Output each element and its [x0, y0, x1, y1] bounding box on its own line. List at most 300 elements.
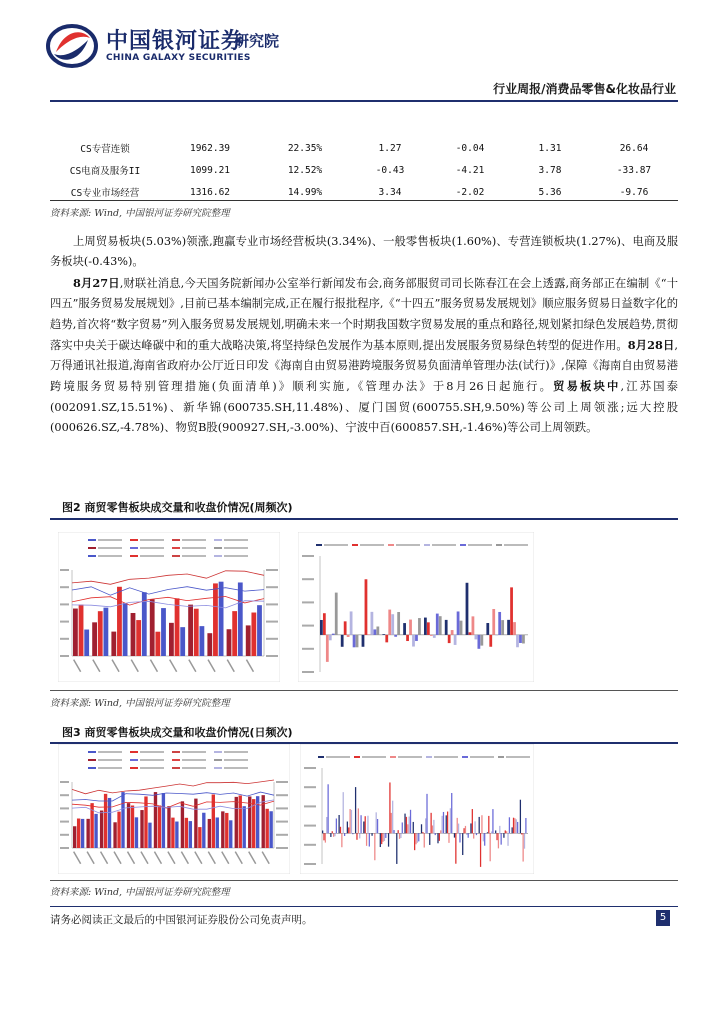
- change-bar: [522, 635, 525, 644]
- table-cell: 1.31: [538, 142, 562, 154]
- change-bar: [388, 833, 389, 846]
- change-bar: [492, 809, 493, 833]
- change-bar: [350, 611, 353, 634]
- volume-bar: [227, 629, 232, 656]
- legend-label: [140, 539, 164, 541]
- change-bar: [417, 833, 418, 843]
- legend-label: [324, 544, 348, 546]
- change-bar: [427, 622, 430, 635]
- change-bar: [392, 801, 393, 834]
- volume-bar: [117, 587, 122, 656]
- change-bar: [362, 635, 365, 647]
- change-bar: [484, 833, 485, 845]
- volume-bar: [98, 611, 103, 656]
- volume-bar: [167, 806, 170, 848]
- change-bar: [454, 635, 457, 645]
- change-bar: [398, 830, 399, 833]
- volume-bar: [175, 598, 180, 656]
- change-bar: [524, 833, 525, 848]
- change-bar: [465, 826, 466, 833]
- change-bar: [421, 824, 422, 833]
- legend-label: [98, 547, 122, 549]
- volume-bar: [140, 810, 143, 848]
- change-bar: [352, 833, 353, 834]
- volume-bar: [235, 797, 238, 848]
- legend-label: [504, 544, 528, 546]
- legend-swatch: [214, 547, 222, 549]
- volume-bar: [108, 798, 111, 848]
- legend-swatch: [390, 756, 396, 758]
- change-bar: [468, 833, 469, 837]
- change-bar: [499, 826, 500, 833]
- change-bar: [341, 833, 342, 847]
- volume-bar: [127, 803, 130, 848]
- volume-bar: [216, 817, 219, 848]
- change-bar: [418, 833, 419, 841]
- change-bar: [409, 817, 410, 834]
- legend-swatch: [130, 547, 138, 549]
- legend-label: [98, 759, 122, 761]
- y-tick-label: [276, 821, 288, 823]
- legend-swatch: [130, 759, 138, 761]
- y-tick-label: [276, 834, 288, 836]
- change-bar: [480, 833, 481, 867]
- legend-swatch: [172, 759, 180, 761]
- legend-label: [140, 767, 164, 769]
- legend-swatch: [496, 544, 502, 546]
- legend-label: [182, 767, 206, 769]
- legend-label: [224, 751, 248, 753]
- y-tick-label: [60, 621, 69, 623]
- change-bar: [382, 634, 385, 635]
- volume-bar: [155, 632, 160, 656]
- change-bar: [403, 623, 406, 635]
- change-bar: [332, 634, 335, 635]
- change-bar: [480, 635, 483, 646]
- change-bar: [455, 833, 456, 863]
- change-bar: [382, 833, 383, 842]
- change-bar: [463, 828, 464, 833]
- change-bar: [338, 815, 339, 833]
- change-bar: [425, 818, 426, 833]
- volume-bar: [169, 623, 174, 656]
- change-bar: [322, 831, 323, 834]
- change-bar: [356, 635, 359, 647]
- change-bar: [385, 833, 386, 838]
- volume-bar: [213, 583, 218, 656]
- change-bar: [516, 635, 519, 647]
- volume-bar: [175, 822, 178, 848]
- y-tick-label: [266, 638, 278, 640]
- volume-bar: [79, 605, 84, 656]
- fig3-bottom-line: [50, 880, 678, 881]
- change-bar: [348, 827, 349, 833]
- change-bar: [483, 833, 484, 841]
- change-bar: [389, 782, 390, 833]
- trade-sector-label: 贸易板块中: [553, 379, 621, 394]
- change-bar: [380, 833, 381, 847]
- volume-bar: [144, 796, 147, 848]
- y-tick-label: [302, 578, 314, 580]
- change-bar: [409, 620, 412, 635]
- volume-bar: [251, 613, 256, 656]
- change-bar: [356, 833, 357, 840]
- legend-label: [182, 547, 206, 549]
- y-tick-label: [60, 781, 69, 783]
- volume-bar: [257, 605, 262, 656]
- change-bar: [327, 784, 328, 833]
- change-bar: [325, 833, 326, 842]
- change-bar: [476, 833, 477, 835]
- legend-label: [182, 555, 206, 557]
- table-cell: 1099.21: [189, 164, 231, 176]
- change-bar: [404, 814, 405, 834]
- change-bar: [473, 833, 474, 838]
- change-bar: [400, 833, 401, 838]
- change-bar: [394, 635, 397, 637]
- volume-bar: [117, 812, 120, 848]
- change-bar: [446, 815, 447, 833]
- change-bar: [391, 614, 394, 635]
- change-bar: [406, 817, 407, 833]
- change-bar: [329, 635, 332, 640]
- volume-bar: [73, 609, 78, 656]
- volume-bar: [84, 630, 89, 656]
- change-bar: [439, 616, 442, 635]
- volume-bar: [131, 806, 134, 848]
- y-tick-label: [276, 794, 288, 796]
- volume-bar: [123, 603, 128, 656]
- change-bar: [407, 824, 408, 833]
- volume-bar: [81, 819, 84, 848]
- legend-swatch: [352, 544, 358, 546]
- y-tick-label: [60, 655, 69, 657]
- volume-bar: [189, 821, 192, 848]
- change-bar: [495, 635, 498, 636]
- change-bar: [472, 616, 475, 635]
- volume-bar: [262, 795, 265, 848]
- legend-swatch: [88, 539, 96, 541]
- legend-label: [432, 544, 456, 546]
- volume-bar: [77, 819, 80, 848]
- change-bar: [376, 812, 377, 833]
- y-tick-label: [302, 671, 314, 673]
- report-title: 行业周报/消费品零售&化妆品行业: [493, 82, 676, 96]
- legend-swatch: [316, 544, 322, 546]
- volume-bar: [202, 813, 205, 848]
- change-bar: [368, 634, 371, 635]
- y-tick-label: [276, 847, 288, 849]
- y-tick-label: [266, 621, 278, 623]
- change-bar: [376, 626, 379, 634]
- y-tick-label: [266, 569, 278, 571]
- y-tick-label: [60, 638, 69, 640]
- table-cell: -33.87: [616, 164, 652, 176]
- table-cell: 3.34: [378, 186, 402, 198]
- chart-frame: [298, 532, 534, 682]
- change-bar: [353, 635, 356, 647]
- company-logo: [46, 22, 346, 74]
- change-bar: [474, 821, 475, 833]
- table-row-label: CS电商及服务II: [69, 166, 141, 177]
- volume-bar: [207, 633, 212, 656]
- change-bar: [451, 793, 452, 833]
- paragraph-2: [50, 273, 678, 438]
- legend-swatch: [498, 756, 504, 758]
- volume-bar: [252, 799, 255, 848]
- change-bar: [358, 808, 359, 833]
- change-bar: [460, 621, 463, 635]
- table-cell: 3.78: [538, 164, 562, 176]
- fig2-left-chart: [58, 532, 280, 682]
- volume-bar: [239, 795, 242, 848]
- legend-swatch: [354, 756, 360, 758]
- legend-swatch: [88, 555, 96, 557]
- header-divider: [50, 100, 678, 102]
- change-bar: [443, 812, 444, 833]
- volume-bar: [199, 626, 204, 656]
- legend-swatch: [214, 767, 222, 769]
- logo-english-name: CHINA GALAXY SECURITIES: [106, 53, 251, 63]
- table-cell: 1962.39: [189, 142, 231, 154]
- volume-bar: [185, 818, 188, 848]
- y-tick-label: [304, 786, 316, 788]
- volume-bar: [171, 818, 174, 848]
- change-bar: [457, 818, 458, 833]
- change-bar: [371, 833, 372, 835]
- legend-label: [326, 756, 350, 758]
- volume-bar: [229, 820, 232, 848]
- legend-swatch: [424, 544, 430, 546]
- change-bar: [501, 620, 504, 635]
- change-bar: [466, 583, 469, 635]
- volume-bar: [180, 627, 185, 656]
- legend-swatch: [388, 544, 394, 546]
- table-row: [50, 159, 678, 181]
- change-bar: [441, 816, 442, 833]
- galaxy-logo-icon: [46, 22, 98, 70]
- paragraph-2-text-b: ,万得通讯社报道,海南省政府办公厅近日印发《海南自由贸易港跨境服务贸易负面清单管理办法(试行)》,保障《海南自由贸易港跨境服务贸易特别管理措施(负面清单)》顺利实施,《管理办法》于8月26日起施行。: [50, 338, 678, 394]
- volume-bar: [208, 819, 211, 848]
- legend-label: [182, 759, 206, 761]
- y-tick-label: [304, 805, 316, 807]
- table-cell: -4.21: [455, 164, 485, 176]
- y-tick-label: [60, 834, 69, 836]
- volume-bar: [103, 608, 108, 656]
- volume-bar: [188, 605, 193, 656]
- volume-bar: [248, 796, 251, 848]
- page-number: 5: [656, 910, 670, 926]
- volume-bar: [92, 622, 97, 656]
- change-bar: [509, 817, 510, 833]
- y-tick-label: [266, 655, 278, 657]
- legend-label: [398, 756, 422, 758]
- volume-bar: [161, 608, 166, 656]
- change-bar: [466, 833, 467, 835]
- y-tick-label: [302, 555, 314, 557]
- change-bar: [458, 824, 459, 834]
- y-tick-label: [304, 844, 316, 846]
- legend-label: [224, 767, 248, 769]
- legend-label: [468, 544, 492, 546]
- change-bar: [510, 587, 513, 635]
- change-bar: [496, 833, 497, 840]
- legend-swatch: [214, 539, 222, 541]
- table-cell: 22.35%: [287, 142, 323, 154]
- change-bar: [360, 815, 361, 833]
- fig3-source: 资料来源: Wind, 中国银河证券研究院整理: [50, 887, 230, 898]
- fig2-right-chart: [298, 532, 534, 682]
- change-bar: [477, 635, 480, 649]
- legend-swatch: [172, 767, 180, 769]
- change-bar: [470, 823, 471, 833]
- y-tick-label: [302, 625, 314, 627]
- change-bar: [516, 819, 517, 833]
- legend-swatch: [130, 539, 138, 541]
- volume-bar: [148, 823, 151, 848]
- legend-label: [360, 544, 384, 546]
- change-bar: [335, 593, 338, 635]
- table-cell: 12.52%: [287, 164, 323, 176]
- y-tick-label: [60, 603, 69, 605]
- change-bar: [501, 833, 502, 844]
- paragraph-1: [50, 232, 678, 273]
- legend-label: [140, 555, 164, 557]
- change-bar: [320, 620, 323, 635]
- change-bar: [367, 816, 368, 834]
- change-bar: [415, 833, 416, 844]
- legend-label: [140, 547, 164, 549]
- change-bar: [448, 833, 449, 843]
- change-bar: [498, 612, 501, 635]
- legend-swatch: [214, 751, 222, 753]
- change-bar: [507, 620, 510, 635]
- change-bar: [487, 832, 488, 833]
- change-bar: [326, 635, 329, 662]
- legend-swatch: [130, 555, 138, 557]
- change-bar: [507, 833, 508, 846]
- change-bar: [517, 822, 518, 833]
- change-bar: [399, 833, 400, 839]
- y-tick-label: [304, 863, 316, 865]
- change-bar: [371, 612, 374, 635]
- change-bar: [451, 630, 454, 635]
- legend-label: [140, 759, 164, 761]
- paragraph-2-text-c: ,江苏国泰(002091.SZ,15.51%)、新华锦(600735.SH,11.48%)、厦门国贸(600755.SH,9.50%)等公司上周领涨;远大控股(000626.SZ,-4.78%)、物贸B股(900927.SH,-3.00%)、宁波中百(600857.SH,-1.46%)等公司上周领跌。: [50, 380, 678, 435]
- change-bar: [344, 833, 345, 836]
- y-tick-label: [304, 767, 316, 769]
- change-bar: [347, 635, 350, 637]
- table-cell: -2.02: [455, 186, 485, 198]
- change-bar: [439, 833, 440, 841]
- volume-bar: [269, 811, 272, 848]
- legend-swatch: [462, 756, 468, 758]
- legend-swatch: [318, 756, 324, 758]
- legend-swatch: [426, 756, 432, 758]
- change-bar: [450, 808, 451, 833]
- change-bar: [525, 818, 526, 833]
- change-bar: [422, 832, 423, 833]
- paragraph-2-text-a: ,财联社消息,今天国务院新闻办公室举行新闻发布会,商务部服贸司司长陈春江在会上透露,商务部正在编制《“十四五”服务贸易发展规划》,目前已基本编制完成,正在履行报批程序,《“十四五”服务贸易发展规划》顺应服务贸易日益数字化的趋势,首次将“数字贸易”列入服务贸易发展规划,明确未来一个时期我国数字贸易发展的重点和路径,规划紧扣绿色发展趋势,贯彻落实中央关于碳达峰碳中和的重大战略决策,将坚持绿色发展作为基本原则,提出发展服务贸易绿色转型的促进作用。: [50, 277, 678, 352]
- volume-bar: [225, 813, 228, 848]
- change-bar: [448, 635, 451, 643]
- legend-swatch: [130, 767, 138, 769]
- legend-label: [224, 547, 248, 549]
- legend-label: [98, 539, 122, 541]
- date-aug-28: 8月28日: [627, 337, 675, 352]
- y-tick-label: [302, 601, 314, 603]
- change-bar: [437, 833, 438, 843]
- change-bar: [414, 833, 415, 850]
- legend-swatch: [172, 751, 180, 753]
- volume-bar: [246, 625, 251, 656]
- change-bar: [429, 833, 430, 845]
- volume-bar: [219, 582, 224, 656]
- change-bar: [513, 818, 514, 834]
- change-bar: [498, 833, 499, 848]
- y-tick-label: [276, 781, 288, 783]
- legend-swatch: [88, 751, 96, 753]
- change-bar: [440, 830, 441, 833]
- footer-divider: [50, 906, 678, 907]
- table-cell: -0.04: [455, 142, 485, 154]
- volume-bar: [198, 827, 201, 848]
- legend-label: [182, 751, 206, 753]
- volume-bar: [131, 613, 136, 656]
- y-tick-label: [60, 807, 69, 809]
- change-bar: [490, 833, 491, 861]
- legend-swatch: [172, 547, 180, 549]
- change-bar: [523, 833, 524, 861]
- sector-table: [50, 137, 678, 203]
- volume-bar: [162, 793, 165, 848]
- fig3-left-chart: [58, 744, 290, 874]
- change-bar: [410, 810, 411, 833]
- volume-bar: [181, 801, 184, 848]
- legend-swatch: [460, 544, 466, 546]
- y-tick-label: [60, 586, 69, 588]
- change-bar: [349, 809, 350, 833]
- volume-bar: [194, 609, 199, 656]
- table-cell: 26.64: [619, 142, 649, 154]
- change-bar: [369, 833, 370, 846]
- change-bar: [447, 812, 448, 834]
- change-bar: [323, 833, 324, 840]
- change-bar: [377, 819, 378, 833]
- volume-bar: [111, 632, 116, 656]
- change-bar: [373, 629, 376, 634]
- y-tick-label: [266, 586, 278, 588]
- y-tick-label: [60, 794, 69, 796]
- change-bar: [336, 818, 337, 833]
- change-bar: [489, 635, 492, 647]
- change-bar: [521, 833, 522, 834]
- legend-label: [224, 539, 248, 541]
- legend-label: [470, 756, 494, 758]
- change-bar: [462, 833, 463, 855]
- change-bar: [435, 833, 436, 835]
- change-bar: [365, 579, 368, 635]
- change-bar: [330, 833, 331, 837]
- y-tick-label: [304, 825, 316, 827]
- change-bar: [512, 827, 513, 833]
- change-bar: [488, 816, 489, 833]
- change-bar: [457, 611, 460, 634]
- change-bar: [385, 635, 388, 642]
- change-bar: [397, 612, 400, 635]
- change-bar: [514, 818, 515, 833]
- change-bar: [445, 620, 448, 635]
